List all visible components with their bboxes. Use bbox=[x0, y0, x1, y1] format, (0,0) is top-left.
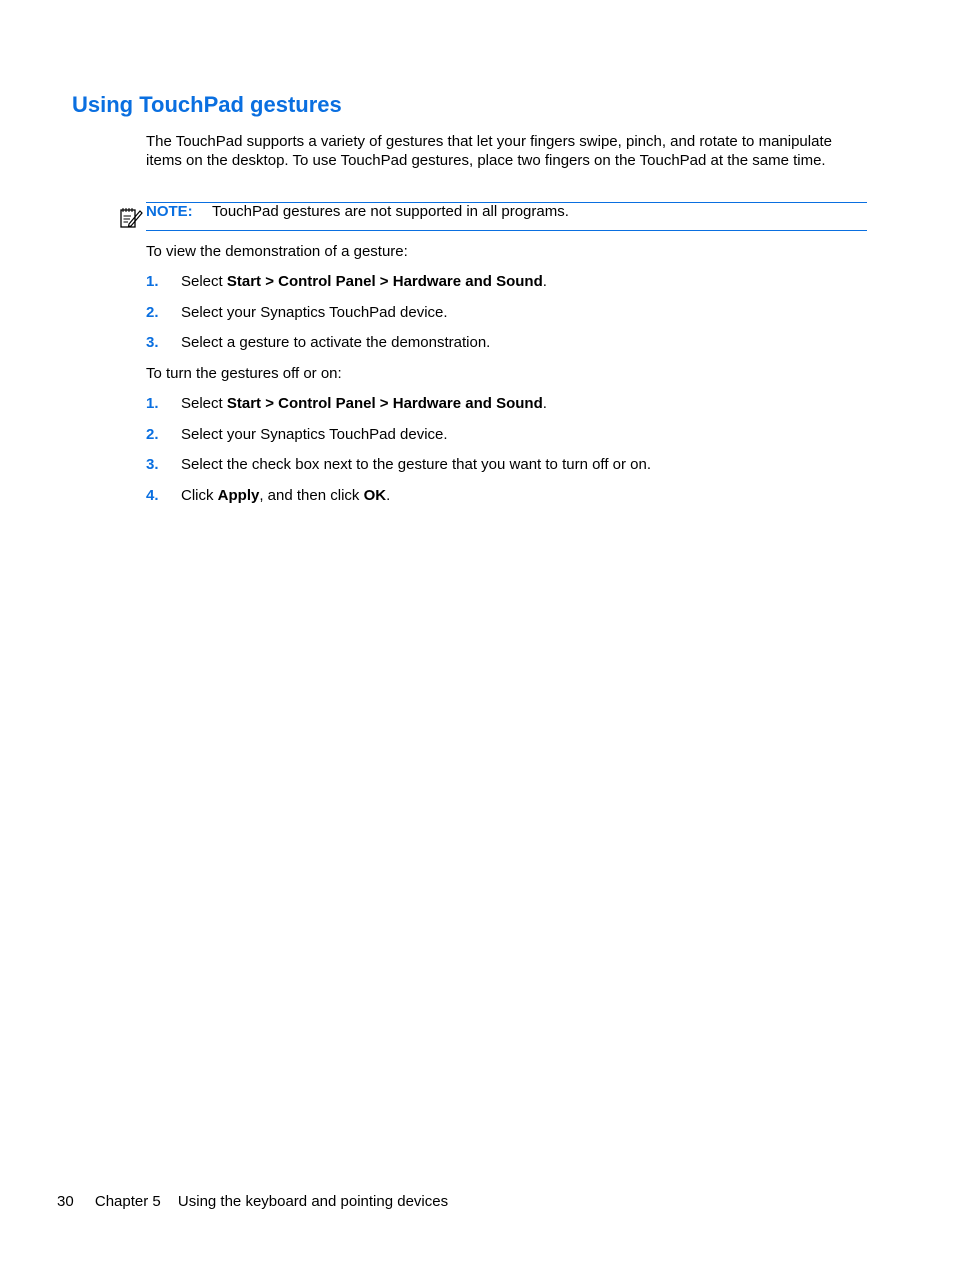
step-text: Select your Synaptics TouchPad device. bbox=[181, 304, 448, 321]
step-number: 3. bbox=[146, 456, 159, 473]
step-number: 3. bbox=[146, 334, 159, 351]
toggle-lead: To turn the gestures off or on: bbox=[146, 365, 342, 382]
demo-lead: To view the demonstration of a gesture: bbox=[146, 243, 408, 260]
step-text: Select Start > Control Panel > Hardware and Sound. bbox=[181, 273, 547, 290]
step-number: 1. bbox=[146, 273, 159, 290]
page-number: 30 bbox=[57, 1193, 74, 1210]
intro-paragraph: The TouchPad supports a variety of gestures that let your fingers swipe, pinch, and rotate to manipulate items on the desktop. To use TouchPad gestures, place two fingers on the TouchPad at the same time. bbox=[146, 133, 832, 169]
step-text: Click Apply, and then click OK. bbox=[181, 487, 391, 504]
chapter-label: Chapter 5 bbox=[94, 1193, 161, 1210]
note-box bbox=[146, 202, 867, 231]
step-text: Select a gesture to activate the demonstration. bbox=[181, 334, 491, 351]
chapter-title: Using the keyboard and pointing devices bbox=[177, 1193, 449, 1210]
step-text: Select the check box next to the gesture that you want to turn off or on. bbox=[181, 456, 652, 473]
note-text: TouchPad gestures are not supported in all programs. bbox=[212, 203, 569, 220]
step-text: Select your Synaptics TouchPad device. bbox=[181, 426, 448, 443]
page-footer bbox=[57, 1192, 448, 1211]
step-number: 4. bbox=[146, 487, 159, 504]
note-label: NOTE: bbox=[146, 203, 193, 220]
step-number: 2. bbox=[146, 304, 159, 321]
step-number: 2. bbox=[146, 426, 159, 443]
section-heading: Using TouchPad gestures bbox=[72, 92, 342, 117]
note-pad-icon bbox=[119, 205, 143, 229]
step-text: Select Start > Control Panel > Hardware and Sound. bbox=[181, 395, 547, 412]
step-number: 1. bbox=[146, 395, 159, 412]
